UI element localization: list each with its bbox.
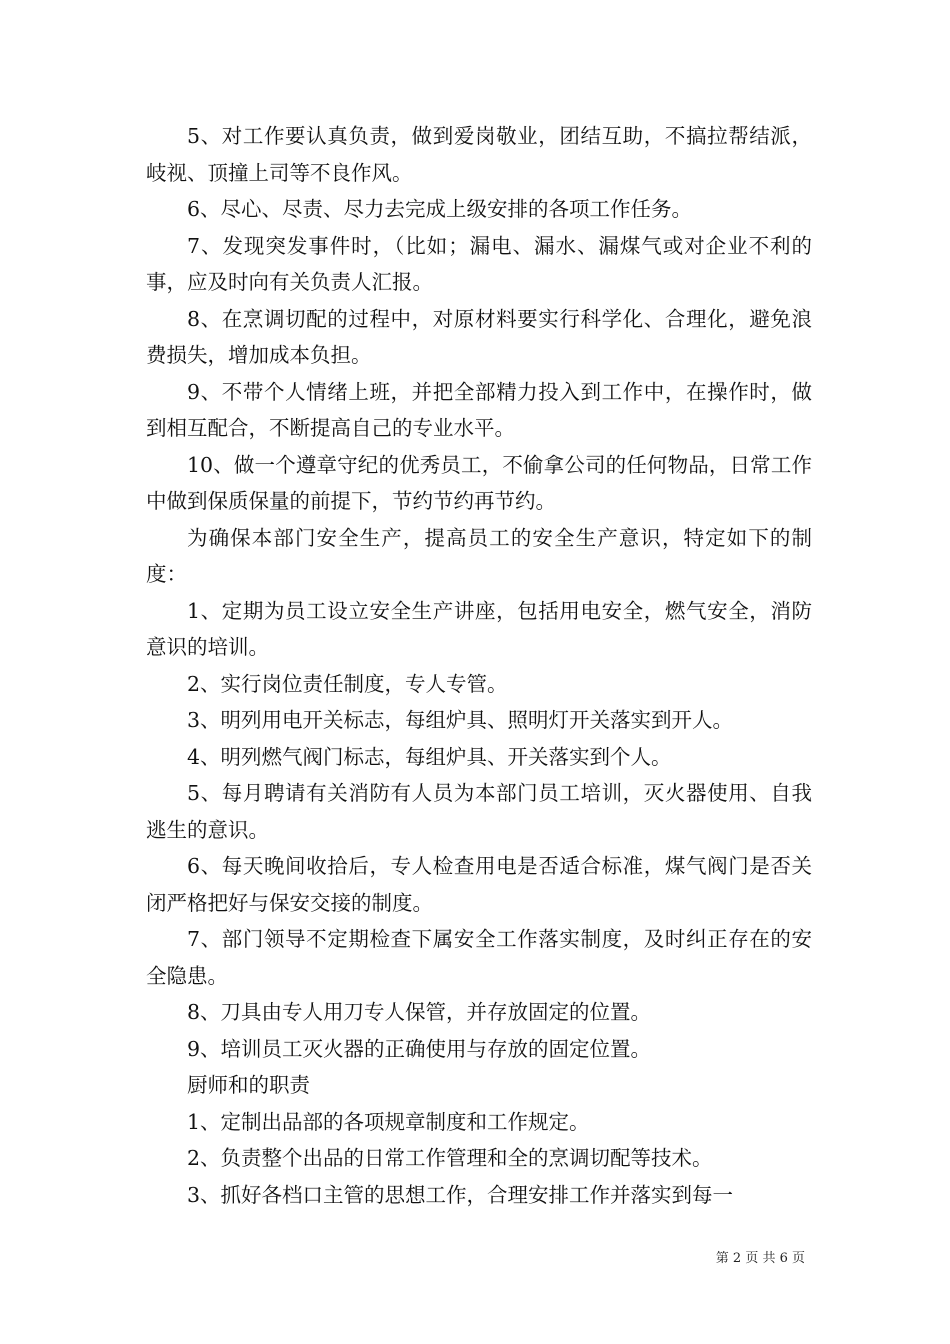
paragraph: 9、不带个人情绪上班，并把全部精力投入到工作中，在操作时，做到相互配合，不断提高自己的专业水平。 — [146, 379, 812, 440]
section-heading: 厨师和的职责 — [187, 1073, 310, 1097]
paragraph: 8、在烹调切配的过程中，对原材料要实行科学化、合理化，避免浪费损失，增加成本负担。 — [146, 306, 812, 367]
paragraph: 5、对工作要认真负责，做到爱岗敬业，团结互助，不搞拉帮结派，岐视、顶撞上司等不良作风。 — [146, 124, 812, 185]
page-number: 第 2 页 共 6 页 — [715, 1251, 805, 1266]
paragraph: 10、做一个遵章守纪的优秀员工，不偷拿公司的任何物品，日常工作中做到保质保量的前提下，节约节约再节约。 — [146, 452, 812, 513]
paragraph: 2、实行岗位责任制度，专人专管。 — [187, 671, 508, 696]
paragraph: 1、定期为员工设立安全生产讲座，包括用电安全，燃气安全，消防意识的培训。 — [146, 598, 812, 659]
paragraph: 为确保本部门安全生产，提高员工的安全生产意识，特定如下的制度： — [146, 525, 812, 586]
paragraph: 6、尽心、尽责、尽力去完成上级安排的各项工作任务。 — [187, 197, 693, 221]
paragraph: 9、培训员工灭火器的正确使用与存放的固定位置。 — [187, 1036, 652, 1061]
paragraph: 1、定制出品部的各项规章制度和工作规定。 — [187, 1109, 590, 1134]
paragraph: 7、部门领导不定期检查下属安全工作落实制度，及时纠正存在的安全隐患。 — [146, 927, 812, 988]
paragraph: 3、明列用电开关标志，每组炉具、照明灯开关落实到开人。 — [187, 708, 734, 732]
paragraph: 7、发现突发事件时，（比如；漏电、漏水、漏煤气或对企业不利的事，应及时向有关负责人汇报。 — [146, 233, 812, 294]
document-body — [146, 118, 812, 1213]
paragraph: 3、抓好各档口主管的思想工作，合理安排工作并落实到每一 — [187, 1182, 734, 1207]
paragraph: 2、负责整个出品的日常工作管理和全的烹调切配等技术。 — [187, 1146, 713, 1170]
paragraph: 5、每月聘请有关消防有人员为本部门员工培训，灭火器使用、自我逃生的意识。 — [146, 781, 812, 842]
paragraph: 4、明列燃气阀门标志，每组炉具、开关落实到个人。 — [187, 744, 672, 769]
paragraph: 8、刀具由专人用刀专人保管，并存放固定的位置。 — [187, 1000, 652, 1024]
paragraph: 6、每天晚间收拾后，专人检查用电是否适合标准，煤气阀门是否关闭严格把好与保安交接的制度。 — [146, 854, 812, 915]
